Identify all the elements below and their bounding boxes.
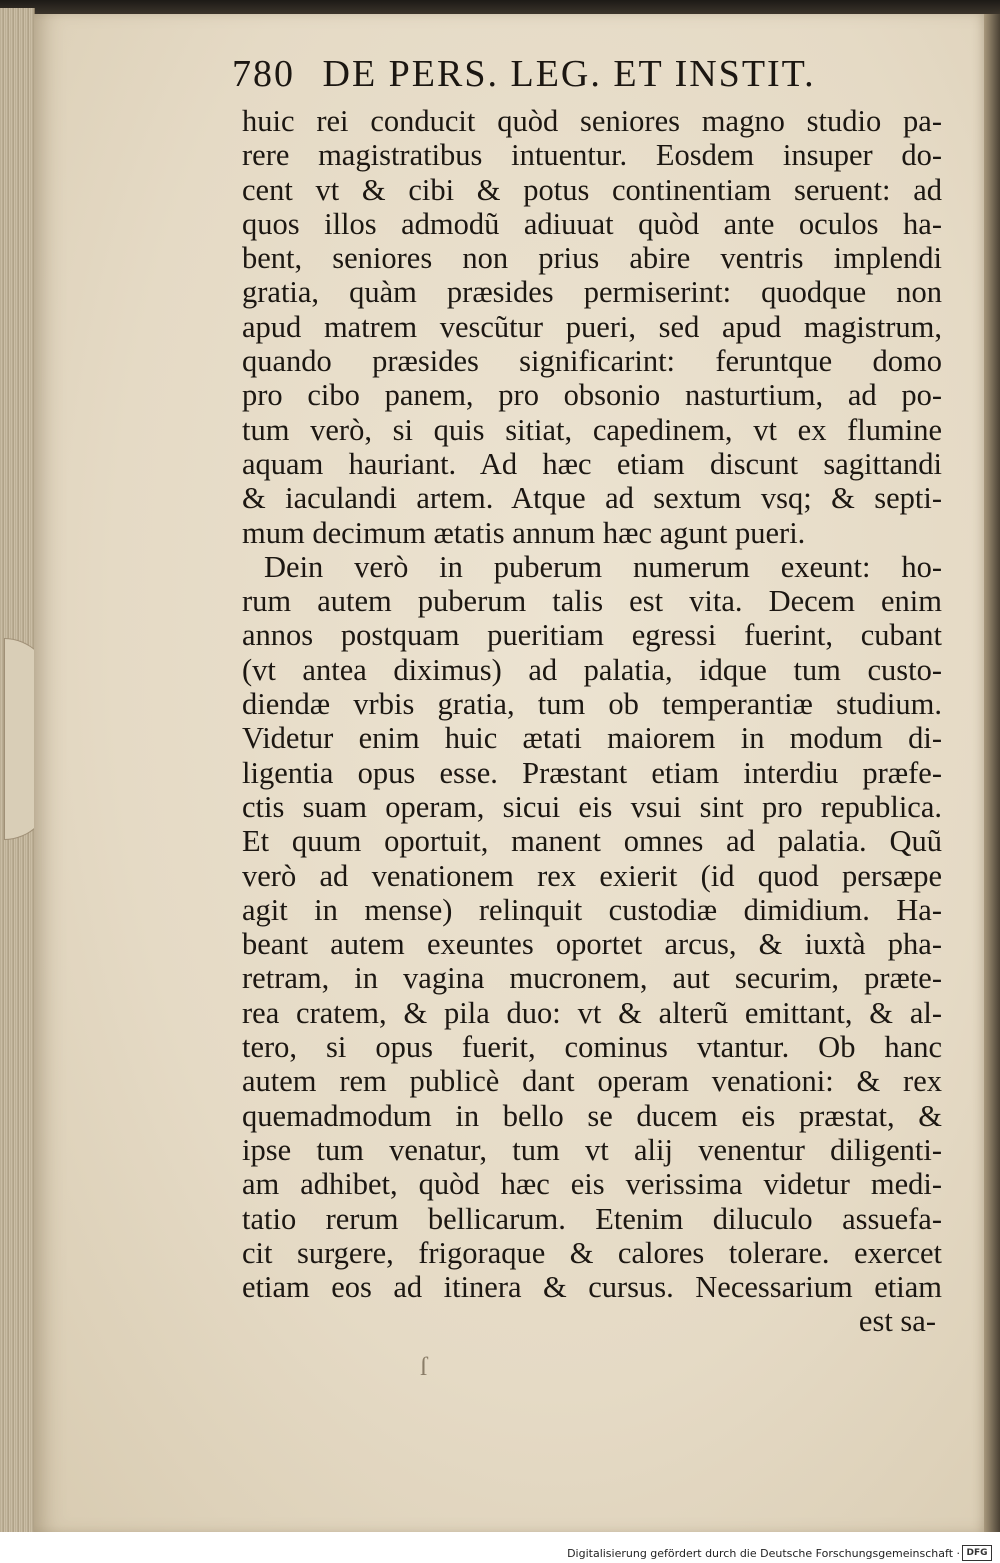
text-line: ipse tum venatur, tum vt alij venentur diligenti- [242, 1132, 942, 1167]
text-line: rea cratem, & pila duo: vt & alterũ emittant, & al- [242, 995, 942, 1030]
text-line: ligentia opus esse. Præstant etiam interdiu præfe- [242, 755, 942, 790]
book-top-edge [0, 0, 1000, 14]
running-head [232, 52, 912, 96]
text-line: agit in mense) relinquit custodiæ dimidium. Ha- [242, 892, 942, 927]
text-line: rum autem puberum talis est vita. Decem enim [242, 584, 942, 619]
text-line: cit surgere, frigoraque & calores tolerare. exercet [242, 1235, 942, 1270]
text-line: ctis suam operam, sicui eis vsui sint pro republica. [242, 789, 942, 824]
text-line: tum verò, si quis sitiat, capedinem, vt ex flumine [242, 412, 942, 447]
running-title: DE PERS. LEG. ET INSTIT. [322, 53, 816, 95]
catchword: est sa- [858, 1304, 936, 1339]
text-line: pro cibo panem, pro obsonio nasturtium, ad po- [242, 378, 942, 413]
text-line: quos illos admodũ adiuuat quòd ante oculos ha- [242, 206, 942, 241]
text-line: am adhibet, quòd hæc eis verissima videtur medi- [242, 1167, 942, 1202]
text-line: gratia, quàm præsides permiserint: quodque non [242, 275, 942, 310]
text-line: & iaculandi artem. Atque ad sextum vsq; & septi- [242, 481, 942, 516]
text-line: aquam hauriant. Ad hæc etiam discunt sagittandi [242, 446, 942, 481]
text-line: verò ad venationem rex exierit (id quod persæpe [242, 858, 942, 893]
text-line: mum decimum ætatis annum hæc agunt pueri. [242, 515, 806, 550]
text-line: beant autem exeuntes oportet arcus, & iuxtà pha- [242, 927, 942, 962]
body-text [242, 104, 942, 1339]
text-line: Et quum oportuit, manent omnes ad palatia. Quũ [242, 824, 942, 859]
text-line: autem rem publicè dant operam venationi: & rex [242, 1064, 942, 1099]
text-line: etiam eos ad itinera & cursus. Necessarium etiam [242, 1270, 942, 1305]
text-line: diendæ vrbis gratia, tum ob temperantiæ studium. [242, 687, 942, 722]
text-line: retram, in vagina mucronem, aut securim, præte- [242, 961, 942, 996]
text-line: bent, seniores non prius abire ventris implendi [242, 241, 942, 276]
binding-shadow [984, 14, 1000, 1532]
page-number: 780 [232, 53, 295, 95]
text-line: quando præsides significarint: feruntque domo [242, 344, 942, 379]
text-line: Videtur enim huic ætati maiorem in modum di- [242, 721, 942, 756]
text-line: apud matrem vescũtur pueri, sed apud magistrum, [242, 309, 942, 344]
page-stack-edge [0, 8, 35, 1533]
text-line: tatio rerum bellicarum. Etenim diluculo assuefa- [242, 1201, 942, 1236]
text-line: (vt antea diximus) ad palatia, idque tum custo- [242, 652, 942, 687]
text-line: quemadmodum in bello se ducem eis præstat, & [242, 1098, 942, 1133]
text-line: annos postquam pueritiam egressi fuerint, cubant [242, 618, 942, 653]
text-line: Dein verò in puberum numerum exeunt: ho- [264, 549, 942, 584]
dfg-logo: DFG [962, 1545, 992, 1561]
stray-ink-mark: ſ [420, 1352, 428, 1381]
digitization-credit: Digitalisierung gefördert durch die Deutsche Forschungsgemeinschaft · [567, 1547, 960, 1560]
text-line: tero, si opus fuerit, cominus vtantur. Ob hanc [242, 1030, 942, 1065]
text-line: huic rei conducit quòd seniores magno studio pa- [242, 104, 942, 138]
text-line: rere magistratibus intuentur. Eosdem insuper do- [242, 138, 942, 173]
text-line: cent vt & cibi & potus continentiam seruent: ad [242, 172, 942, 207]
